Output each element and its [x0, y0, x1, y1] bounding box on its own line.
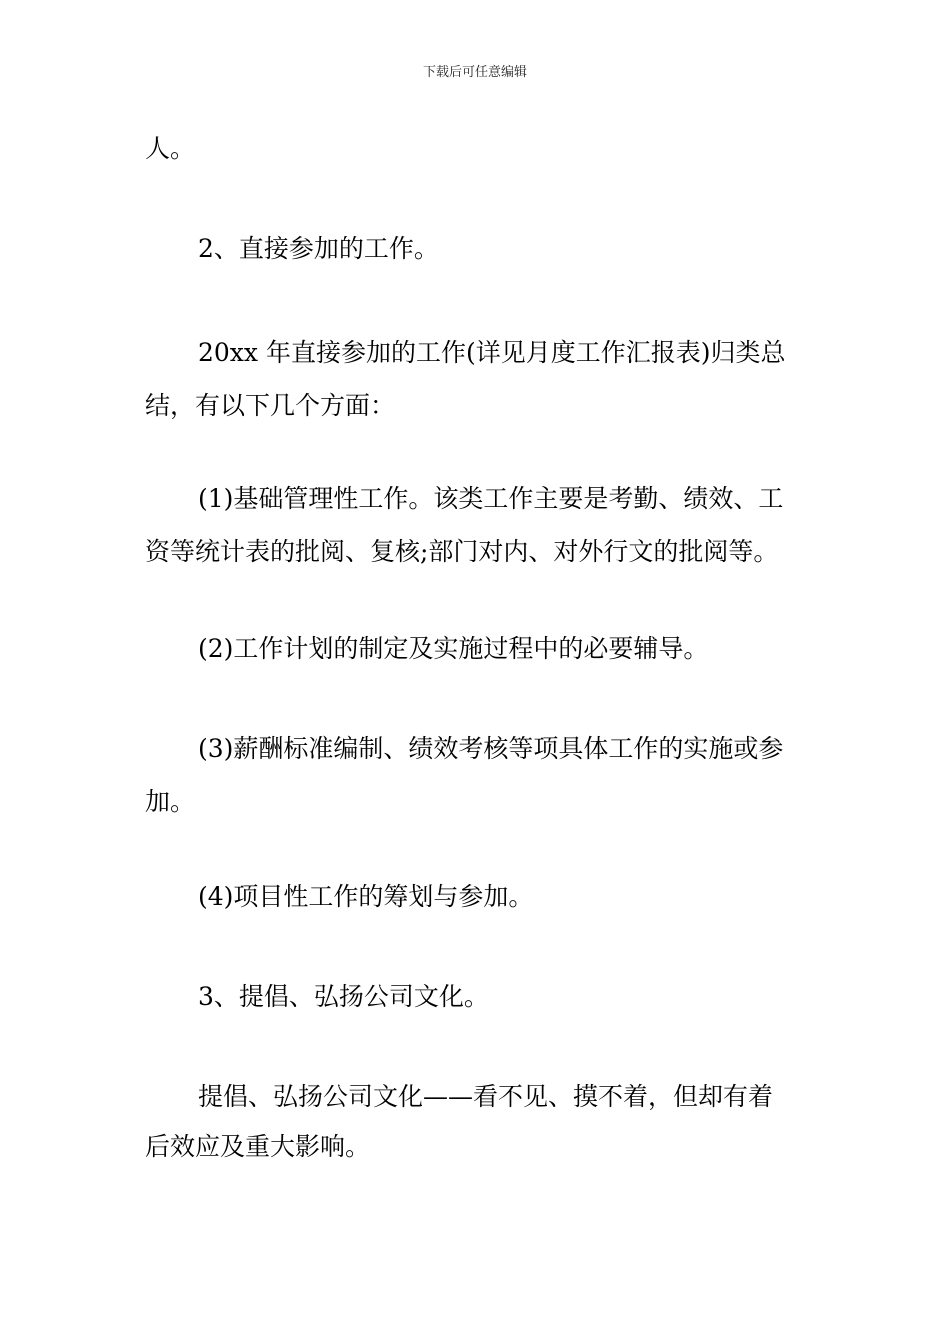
section-heading-2: 2、直接参加的工作。 — [198, 234, 439, 263]
list-item-3-cont: 加。 — [145, 787, 196, 816]
paragraph-line: 人。 — [145, 134, 196, 163]
paragraph-line: 结，有以下几个方面： — [145, 391, 396, 420]
paragraph-line: 后效应及重大影响。 — [145, 1132, 371, 1161]
section-heading-3: 3、提倡、弘扬公司文化。 — [198, 982, 489, 1011]
list-item-1: (1)基础管理性工作。该类工作主要是考勤、绩效、工 — [198, 484, 784, 513]
list-item-1-cont: 资等统计表的批阅、复核;部门对内、对外行文的批阅等。 — [145, 537, 779, 566]
list-item-3: (3)薪酬标准编制、绩效考核等项具体工作的实施或参 — [198, 734, 784, 763]
paragraph-line: 20xx 年直接参加的工作(详见月度工作汇报表)归类总 — [198, 338, 786, 367]
paragraph-line: 提倡、弘扬公司文化——看不见、摸不着，但却有着 — [198, 1082, 774, 1111]
page-header: 下载后可任意编辑 — [422, 65, 527, 80]
list-item-2: (2)工作计划的制定及实施过程中的必要辅导。 — [198, 634, 709, 663]
list-item-4: (4)项目性工作的筹划与参加。 — [198, 882, 534, 911]
